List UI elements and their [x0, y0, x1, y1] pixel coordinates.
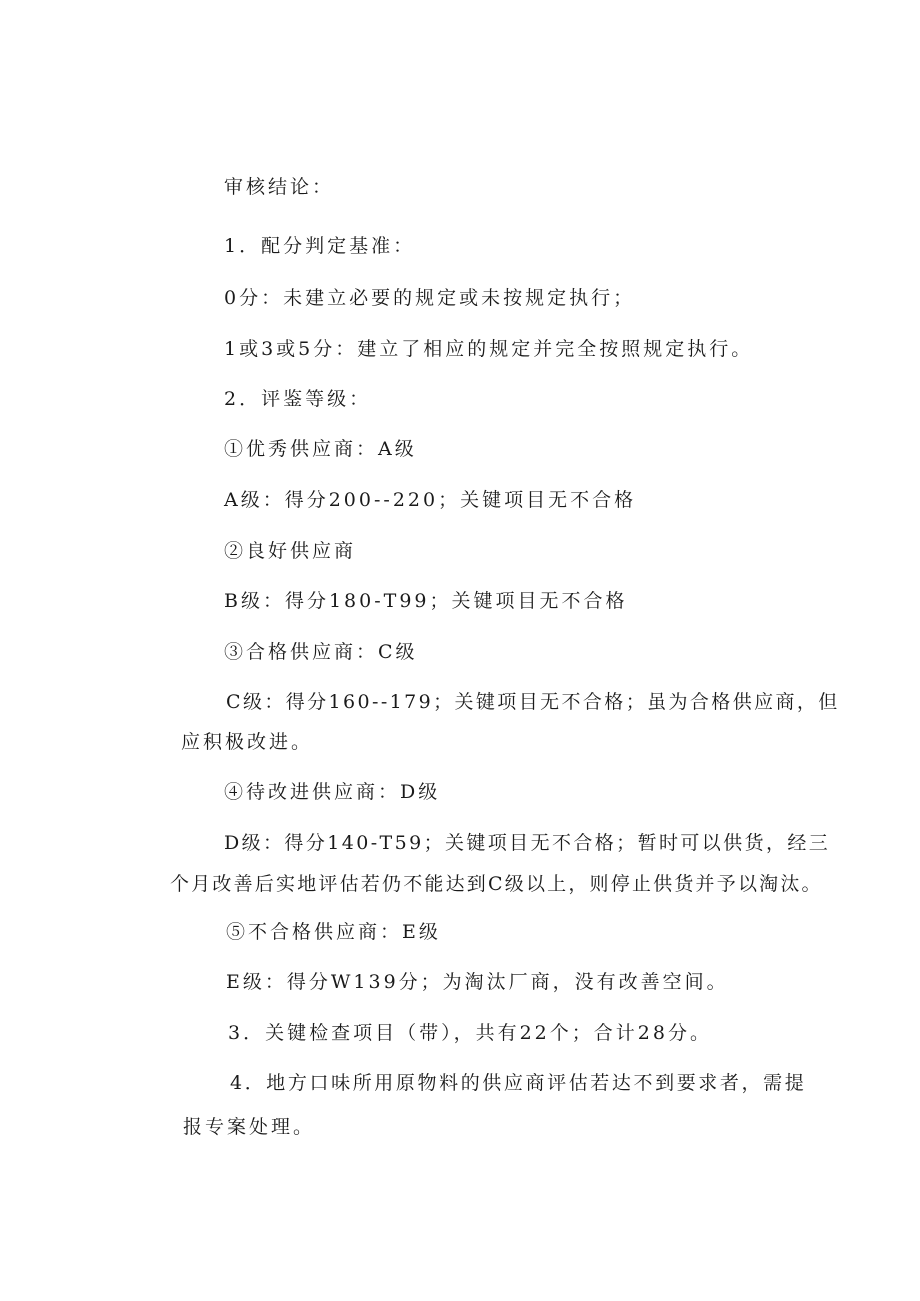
grade-e-name: ⑤不合格供应商：E级	[226, 921, 441, 943]
audit-conclusion-heading: 审核结论：	[224, 176, 335, 198]
grade-c-desc-line-1: C级：得分160--179；关键项目无不合格；虽为合格供应商，但	[226, 691, 840, 713]
grade-b-name: ②良好供应商	[224, 540, 357, 562]
section-1-title: 1．配分判定基准：	[224, 235, 416, 257]
grade-d-desc-line-1: D级：得分140-T59；关键项目无不合格；暂时可以供货，经三	[224, 832, 831, 854]
section-3-text: 3．关键检查项目（带），共有22个；合计28分。	[228, 1022, 712, 1044]
grade-b-desc: B级：得分180-T99；关键项目无不合格	[224, 590, 628, 612]
grade-a-desc: A级：得分200--220；关键项目无不合格	[224, 489, 637, 511]
score-rule-0: 0分：未建立必要的规定或未按规定执行；	[224, 287, 636, 309]
grade-d-desc-line-2: 个月改善后实地评估若仍不能达到C级以上，则停止供货并予以淘汰。	[170, 873, 823, 895]
grade-c-desc-line-2: 应积极改进。	[181, 731, 314, 753]
section-4-text-line-1: 4．地方口味所用原物料的供应商评估若达不到要求者，需提	[230, 1072, 807, 1094]
grade-c-name: ③合格供应商：C级	[224, 641, 418, 663]
section-2-title: 2．评鉴等级：	[224, 388, 372, 410]
score-rule-1-3-5: 1或3或5分：建立了相应的规定并完全按照规定执行。	[224, 338, 754, 360]
grade-d-name: ④待改进供应商：D级	[224, 781, 441, 803]
grade-a-name: ①优秀供应商：A级	[224, 438, 417, 460]
section-4-text-line-2: 报专案处理。	[183, 1116, 316, 1138]
grade-e-desc: E级：得分W139分；为淘汰厂商，没有改善空间。	[226, 971, 729, 993]
